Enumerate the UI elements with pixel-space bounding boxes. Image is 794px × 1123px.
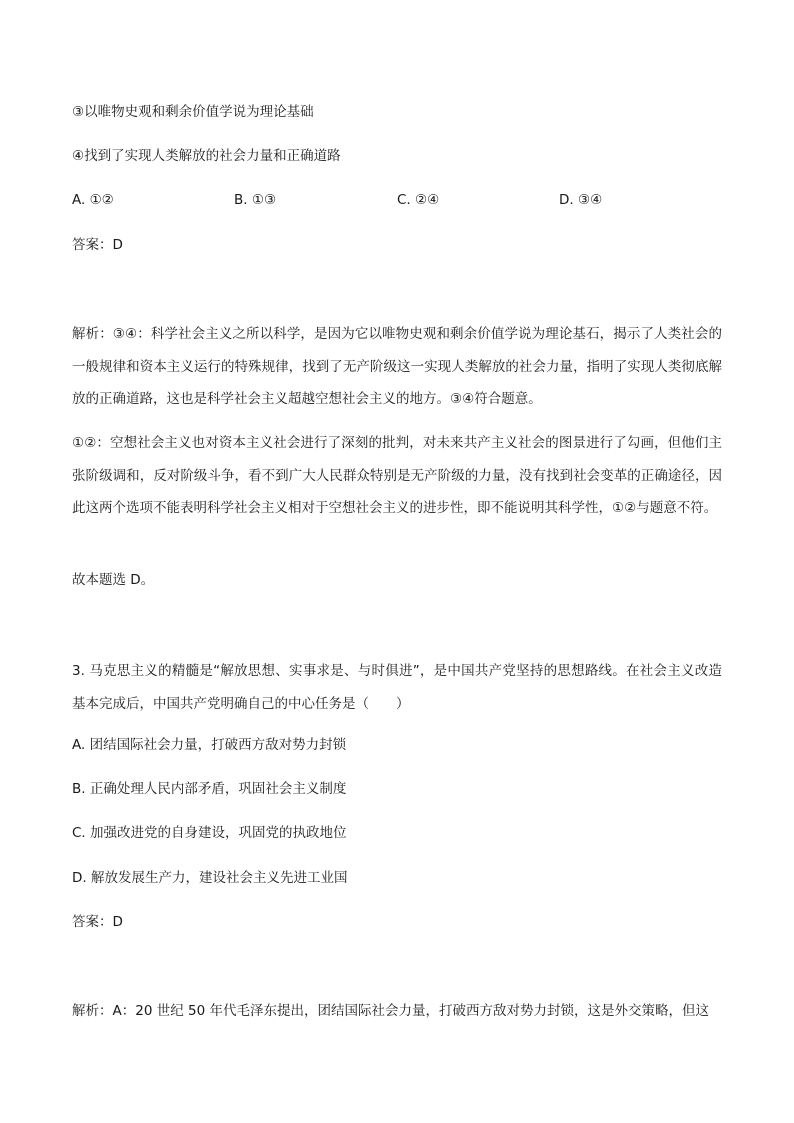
question-3-option-c: C. 加强改进党的自身建设，巩固党的执政地位 bbox=[72, 825, 347, 841]
analysis-paragraph-2: ①②：空想社会主义也对资本主义社会进行了深刻的批判，对未来共产主义社会的图景进行了勾画，但他们主张阶级调和，反对阶级斗争，看不到广大人民群众特别是无产阶级的力量，没有找到社会变革的正确途径，因此这两个选项不能表明科学社会主义相对于空想社会主义的进步性，即不能说明其科学性，①②与题意不符。 bbox=[72, 435, 722, 516]
option-b: B. ①③ bbox=[234, 192, 277, 208]
question-3-answer: 答案：D bbox=[72, 914, 123, 930]
question-3-option-b: B. 正确处理人民内部矛盾，巩固社会主义制度 bbox=[72, 781, 347, 797]
option-a: A. ①② bbox=[72, 192, 114, 208]
analysis-paragraph-1: 解析：③④：科学社会主义之所以科学，是因为它以唯物史观和剩余价值学说为理论基石，揭示了人类社会的一般规律和资本主义运行的特殊规律，找到了无产阶级这一实现人类解放的社会力量，指明了实现人类彻底解放的正确道路，这也是科学社会主义超越空想社会主义的地方。③④符合题意。 bbox=[72, 326, 722, 407]
conclusion: 故本题选 D。 bbox=[72, 572, 155, 588]
question-3-stem: 3. 马克思主义的精髓是“解放思想、实事求是、与时俱进”，是中国共产党坚持的思想路线。在社会主义改造基本完成后，中国共产党明确自己的中心任务是（ ） bbox=[72, 663, 722, 712]
question-3-option-a: A. 团结国际社会力量，打破西方敌对势力封锁 bbox=[72, 737, 347, 753]
statement-3: ③以唯物史观和剩余价值学说为理论基础 bbox=[72, 104, 314, 120]
question-3-analysis: 解析：A：20 世纪 50 年代毛泽东提出，团结国际社会力量，打破西方敌对势力封锁，这是外交策略，但这 bbox=[72, 1003, 709, 1019]
option-c: C. ②④ bbox=[397, 192, 440, 208]
option-d: D. ③④ bbox=[559, 192, 603, 208]
statement-4: ④找到了实现人类解放的社会力量和正确道路 bbox=[72, 148, 341, 164]
question-3-option-d: D. 解放发展生产力，建设社会主义先进工业国 bbox=[72, 870, 348, 886]
answer: 答案：D bbox=[72, 237, 123, 253]
